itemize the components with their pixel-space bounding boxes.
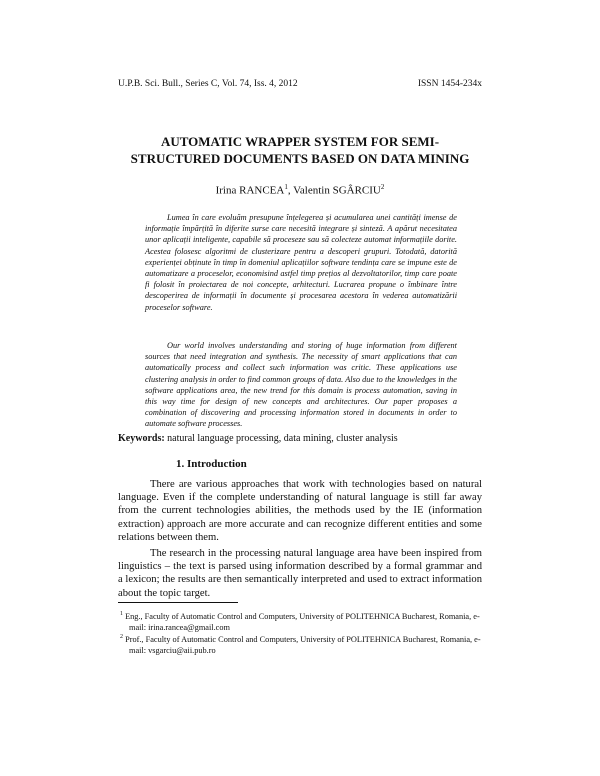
authors: [118, 183, 482, 197]
issn: ISSN 1454-234x: [417, 79, 482, 89]
keywords-text: natural language processing, data mining, cluster analysis: [164, 433, 398, 444]
abstract-romanian: Lumea în care evoluăm presupune înțelegerea și acumularea unei cantități imense de informație împărțită în diferite surse care necesită integrare și sinteză. A apărut necesitatea unor aplicații inteligente, capabile să proceseze sau să colecteze automat informațiile dorite. Acestea folosesc algoritmi de clusterizare pentru a descoperi grupuri. Totodată, datorită experienței obținute în timp în domeniul aplicațiilor software tendința care se impune este de automatizare a proceselor, economisind astfel timp prețios al dezvoltatorilor, timp care poate fi folosit în proiectarea de noi concepte, arhitecturi. Lucrarea propune o îmbinare între descoperirea de informații în documente și procesarea acestora în vederea automatizării proceselor software.: [145, 213, 457, 312]
keywords-label: Keywords:: [118, 433, 165, 444]
author-1: Irina RANCEA: [215, 184, 285, 197]
author-separator: ,: [287, 184, 294, 197]
author-1-footnote-mark: 1: [284, 183, 288, 191]
author-2: Valentin SGÂRCIU: [293, 184, 381, 197]
footnote-1: [118, 609, 493, 633]
keywords: [118, 433, 482, 444]
author-2-footnote-mark: 2: [380, 183, 385, 191]
footnote-1-mark: 1: [120, 611, 123, 617]
body-paragraph-1: There are various approaches that work with technologies based on natural language. Even if the complete understanding of natural language is still far away from the current technologies abilities, the methods used by the IE (information extraction) approach are more accurate and can recognize different entities and some relations between them.: [118, 479, 482, 543]
footnote-2-mark: 2: [120, 634, 123, 640]
abstract-english: Our world involves understanding and storing of huge information from different sources that need integration and synthesis. The necessity of smart applications that can automatically process and collect such information was critic. These applications use clustering analysis in order to find common groups of data. Also due to the knowledges in the software applications area, the new trend for this domain is process automation, saving in this way time for design of new concepts and architectures. Our paper proposes a combination of discovering and processing information stored in documents in order to automate software processes.: [145, 341, 457, 429]
paper-title: [118, 133, 482, 167]
title-line-2: STRUCTURED DOCUMENTS BASED ON DATA MINING: [130, 151, 470, 166]
running-header: [118, 79, 482, 89]
body-paragraph-2: The research in the processing natural language area have been inspired from linguistics – the text is parsed using information described by a formal grammar and a lexicon; the results are then semantically interpreted and used to extract information about the topic target.: [118, 548, 482, 599]
footnote-2: [118, 632, 493, 656]
footnote-2-text: Prof., Faculty of Automatic Control and Computers, University of POLITEHNICA Bucharest, Romania, e-mail: vsgarciu@aii.pub.ro: [123, 634, 481, 655]
footnote-divider: [118, 602, 238, 603]
footnote-1-text: Eng., Faculty of Automatic Control and Computers, University of POLITEHNICA Bucharest, Romania, e-mail: irina.rancea@gmail.com: [123, 611, 480, 632]
section-heading: 1. Introduction: [176, 458, 247, 470]
journal-citation: U.P.B. Sci. Bull., Series C, Vol. 74, Iss. 4, 2012: [118, 79, 298, 89]
title-line-1: AUTOMATIC WRAPPER SYSTEM FOR SEMI-: [160, 134, 440, 149]
